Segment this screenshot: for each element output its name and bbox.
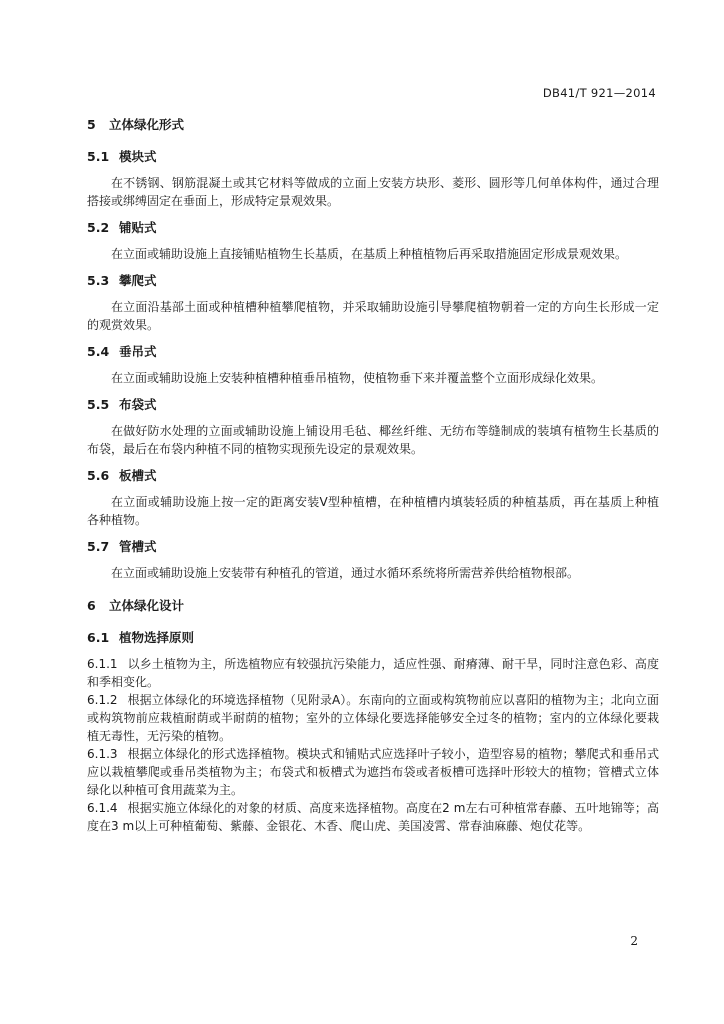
clause-6-1-1: 6.1.1 以乡土植物为主，所选植物应有较强抗污染能力，适应性强、耐瘠薄、耐干旱，同时注意色彩、高度和季相变化。 — [87, 657, 659, 689]
document-body — [87, 116, 659, 835]
page-number: 2 — [630, 934, 638, 948]
subsection-heading-5-5: 5.5 布袋式 — [87, 397, 157, 412]
section-number: 6 — [87, 598, 96, 613]
section-title: 立体绿化设计 — [109, 598, 185, 613]
section-heading-6 — [87, 597, 659, 615]
subsection-heading-5-3: 5.3 攀爬式 — [87, 273, 157, 288]
paragraph-5-2: 在立面或辅助设施上直接铺贴植物生长基质，在基质上种植植物后再采取措施固定形成景观效果。 — [111, 247, 628, 261]
subsection-heading-5-2: 5.2 铺贴式 — [87, 220, 157, 235]
subsection-heading-5-6: 5.6 板槽式 — [87, 468, 157, 483]
section-title: 立体绿化形式 — [109, 117, 185, 132]
section-number: 5 — [87, 117, 96, 132]
paragraph-5-4: 在立面或辅助设施上安装种植槽种植垂吊植物，使植物垂下来并覆盖整个立面形成绿化效果。 — [111, 371, 604, 385]
subsection-heading-5-1: 5.1 模块式 — [87, 149, 157, 164]
subsection-heading-5-7: 5.7 管槽式 — [87, 539, 157, 554]
subsection-heading-6-1: 6.1 植物选择原则 — [87, 630, 195, 645]
paragraph-5-5: 在做好防水处理的立面或辅助设施上铺设用毛毡、椰丝纤维、无纺布等缝制成的装填有植物生长基质的布袋，最后在布袋内种植不同的植物实现预先设定的景观效果。 — [87, 424, 659, 456]
document-code: DB41/T 921—2014 — [542, 86, 656, 100]
paragraph-5-6: 在立面或辅助设施上按一定的距离安装V型种植槽，在种植槽内填装轻质的种植基质，再在基质上种植各种植物。 — [87, 495, 659, 527]
paragraph-5-1: 在不锈钢、钢筋混凝土或其它材料等做成的立面上安装方块形、菱形、圆形等几何单体构件，通过合理搭接或绑缚固定在垂面上，形成特定景观效果。 — [87, 176, 659, 208]
paragraph-5-3: 在立面沿基部土面或种植槽种植攀爬植物，并采取辅助设施引导攀爬植物朝着一定的方向生长形成一定的观赏效果。 — [87, 300, 659, 332]
clause-6-1-3: 6.1.3 根据立体绿化的形式选择植物。模块式和铺贴式应选择叶子较小，造型容易的植物；攀爬式和垂吊式应以栽植攀爬或垂吊类植物为主；布袋式和板槽式为遮挡布袋或者板槽可选择叶形较大的植物；管槽式立体绿化以种植可食用蔬菜为主。 — [87, 747, 659, 797]
subsection-heading-5-4: 5.4 垂吊式 — [87, 344, 157, 359]
section-heading-5 — [87, 116, 659, 134]
clause-6-1-2: 6.1.2 根据立体绿化的环境选择植物（见附录A）。东南向的立面或构筑物前应以喜阳的植物为主；北向立面或构筑物前应栽植耐荫或半耐荫的植物；室外的立体绿化要选择能够安全过冬的植物；室内的立体绿化要栽植无毒性，无污染的植物。 — [87, 693, 659, 743]
clause-6-1-4: 6.1.4 根据实施立体绿化的对象的材质、高度来选择植物。高度在2 m左右可种植常春藤、五叶地锦等；高度在3 m以上可种植葡萄、紫藤、金银花、木香、爬山虎、美国凌霄、常春油麻藤、炮仗花等。 — [87, 801, 659, 833]
paragraph-5-7: 在立面或辅助设施上安装带有种植孔的管道，通过水循环系统将所需营养供给植物根部。 — [111, 566, 580, 580]
